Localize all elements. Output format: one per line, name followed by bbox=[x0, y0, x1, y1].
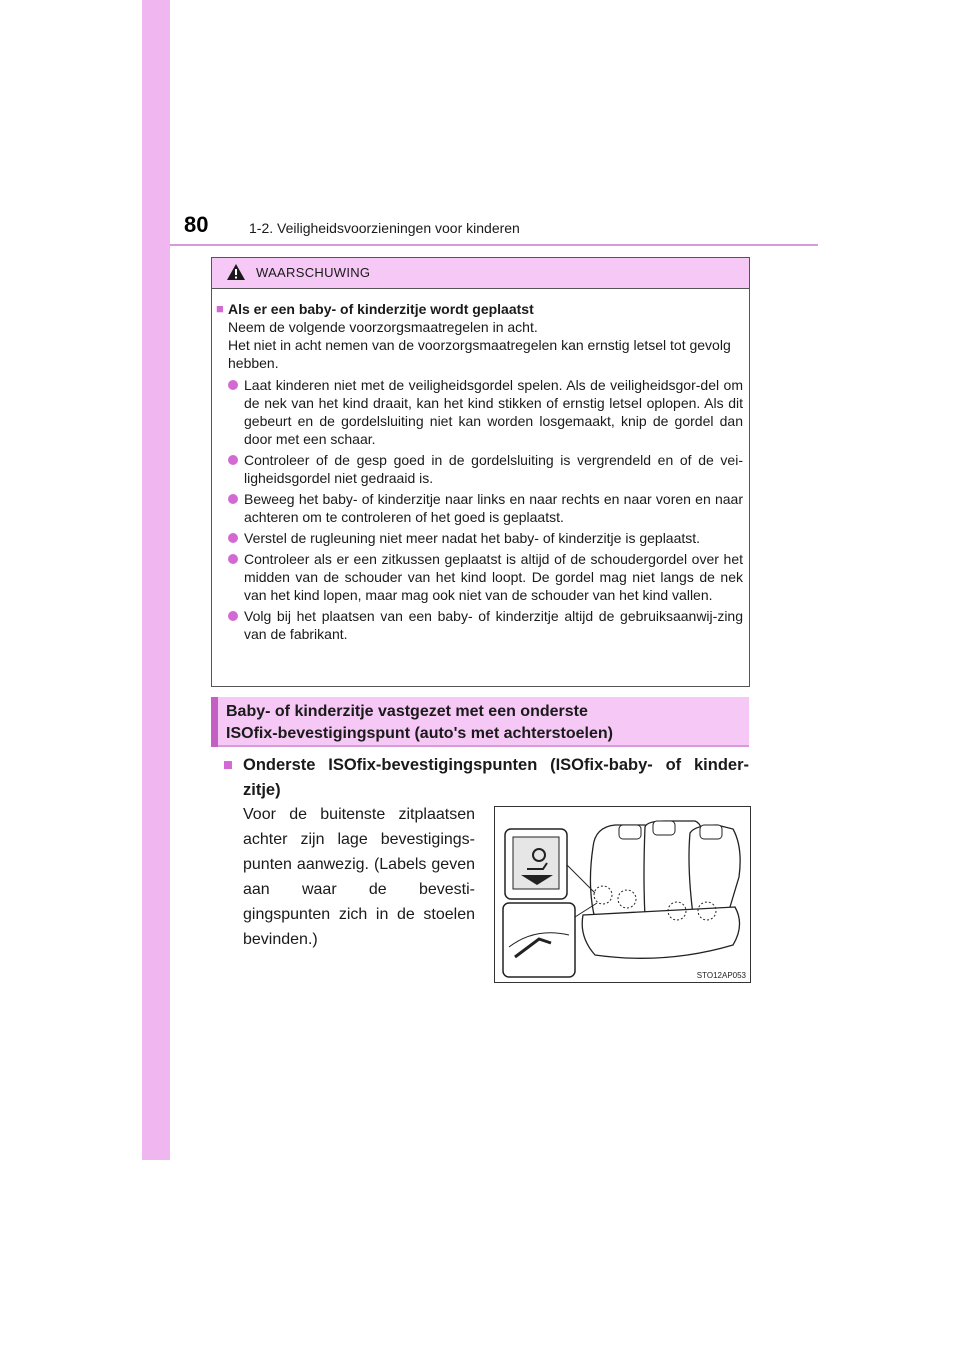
warning-subheading bbox=[216, 300, 743, 318]
list-item: Controleer of de gesp goed in de gordelsluiting is vergrendeld en of de vei-ligheidsgordel niet gedraaid is. bbox=[216, 451, 743, 487]
page-header bbox=[170, 212, 820, 246]
subsection-heading: ■ Onderste ISOfix-bevestigingspunten (ISOfix-baby- of kinder-zitje) bbox=[223, 753, 749, 803]
section-heading: Baby- of kinderzitje vastgezet met een onderste ISOfix-bevestigingspunt (auto's met achterstoelen) bbox=[226, 703, 613, 742]
header-rule bbox=[170, 244, 818, 246]
warning-subheading-text: Als er een baby- of kinderzitje wordt geplaatst bbox=[228, 301, 534, 317]
section-heading-bar bbox=[211, 697, 749, 747]
warning-body bbox=[212, 289, 749, 643]
warning-title: WAARSCHUWING bbox=[256, 265, 371, 280]
list-item: Verstel de rugleuning niet meer nadat het baby- of kinderzitje is geplaatst. bbox=[216, 529, 743, 547]
warning-box bbox=[211, 257, 750, 687]
warning-intro: Neem de volgende voorzorgsmaatregelen in acht. Het niet in acht nemen van de voorzorgsmaatregelen kan ernstig letsel tot gevolg hebben. bbox=[228, 319, 731, 371]
isofix-seat-diagram-icon bbox=[495, 807, 750, 982]
list-item: Controleer als er een zitkussen geplaatst is altijd of de schoudergordel over het midden van de schouder van het kind loopt. De gordel mag niet langs de nek van het kind lopen, maar mag ook niet van de schouder van het kind vallen. bbox=[216, 550, 743, 604]
bullet-dot-icon bbox=[228, 380, 238, 390]
list-item: Laat kinderen niet met de veiligheidsgordel spelen. Als de veiligheidsgor-del om de nek van het kind draait, kan het kind stikken of ernstig letsel oplopen. Als dit gebeurt en de gordelsluiting niet kan worden losgemaakt, knip de gordel dan door met een schaar. bbox=[216, 376, 743, 448]
chapter-sidebar bbox=[142, 0, 170, 1160]
figure-code: STO12AP053 bbox=[696, 971, 746, 980]
page-number: 80 bbox=[184, 212, 209, 237]
warning-bullet-list bbox=[216, 376, 743, 643]
bullet-dot-icon bbox=[228, 533, 238, 543]
bullet-dot-icon bbox=[228, 494, 238, 504]
list-item: Volg bij het plaatsen van een baby- of kinderzitje altijd de gebruiksaanwij-zing van de fabrikant. bbox=[216, 607, 743, 643]
bullet-dot-icon bbox=[228, 455, 238, 465]
section-title: 1-2. Veiligheidsvoorzieningen voor kinderen bbox=[249, 220, 520, 236]
isofix-figure bbox=[494, 806, 751, 983]
subsection-body: Voor de buitenste zitplaatsen achter zijn lage bevestigings-punten aanwezig. (Labels geven aan waar de bevesti-gingspunten zich in de stoelen bevinden.) bbox=[243, 806, 475, 948]
warning-header bbox=[212, 258, 749, 289]
list-item: Beweeg het baby- of kinderzitje naar links en naar rechts en naar voren en naar achteren om te controleren of het goed is geplaatst. bbox=[216, 490, 743, 526]
section-accent bbox=[211, 697, 218, 747]
square-bullet-icon: ■ bbox=[216, 301, 224, 316]
warning-triangle-icon bbox=[226, 263, 246, 281]
square-bullet-icon: ■ bbox=[223, 756, 233, 774]
bullet-dot-icon bbox=[228, 554, 238, 564]
bullet-dot-icon bbox=[228, 611, 238, 621]
